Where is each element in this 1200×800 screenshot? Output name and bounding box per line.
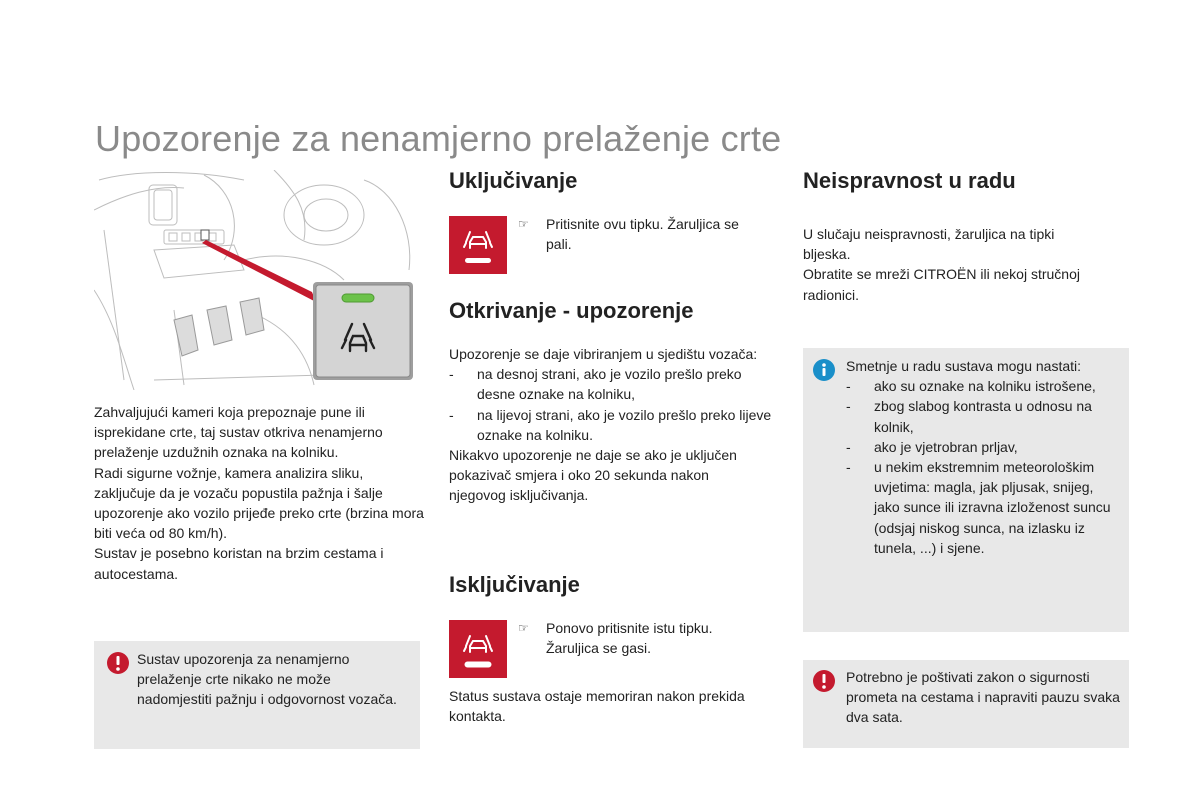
exclamation-icon [813, 670, 835, 692]
warning-text: Sustav upozorenja za nenamjerno prelaženje crte nikako ne može nadomjestiti pažnju i odgovornost vozača. [137, 651, 397, 708]
intro-paragraph: Radi sigurne vožnje, kamera analizira sliku, zaključuje da je vozaču popustila pažnja i šalje upozorenje ako vozilo prijeđe preko crte (brzina mora biti veća od 80 km/h). [94, 464, 424, 542]
detection-intro: Upozorenje se daje vibriranjem u sjedištu vozača: [449, 346, 758, 362]
list-item: - na desnoj strani, ako je vozilo prešlo preko desne oznake na kolniku, [449, 366, 742, 403]
intro-paragraph: Sustav je posebno koristan na brzim cestama i autocestama. [94, 545, 384, 582]
heading-switch-off: Isključivanje [449, 572, 580, 597]
info-icon [813, 359, 835, 381]
info-box [803, 348, 1129, 632]
lane-departure-button-icon [449, 620, 507, 678]
heading-malfunction: Neispravnost u radu [803, 168, 1016, 193]
heading-switch-on: Uključivanje [449, 168, 578, 193]
detection-text [449, 344, 779, 506]
page-title: Upozorenje za nenamjerno prelaženje crte [95, 118, 782, 159]
malfunction-paragraph: Obratite se mreži CITROËN ili nekoj stručnoj radionici. [803, 266, 1080, 303]
warning-text: Potrebno je poštivati zakon o sigurnosti prometa na cestama i napraviti pauzu svaka dva sata. [846, 669, 1120, 726]
list-item: - zbog slabog kontrasta u odnosu na kolnik, [846, 398, 1092, 435]
lane-departure-button-icon [449, 216, 507, 274]
switch-off-instruction: ☞ Ponovo pritisnite istu tipku. Žaruljica se gasi. [518, 620, 713, 657]
intro-paragraph: Zahvaljujući kameri koja prepoznaje pune ili isprekidane crte, taj sustav otkriva nenamjerno prelaženje uzdužnih oznaka na kolniku. [94, 404, 383, 461]
pointing-hand-icon: ☞ [518, 217, 529, 231]
list-item: - ako su oznake na kolniku istrošene, [846, 378, 1096, 395]
exclamation-icon [107, 652, 129, 674]
info-text [846, 356, 1121, 558]
warning-box-left [94, 641, 420, 749]
switch-off-note: Status sustava ostaje memoriran nakon prekida kontakta. [449, 688, 745, 725]
warning-box-right [803, 660, 1129, 748]
list-item: - u nekim ekstremnim meteorološkim uvjetima: magla, jak pljusak, snijeg, jako sunce ili izravna izloženost suncu (odsjaj niskog sunca, na izlasku iz tunela, ...) i sjene. [846, 459, 1111, 556]
malfunction-text [803, 224, 1123, 305]
info-intro: Smetnje u radu sustava mogu nastati: [846, 358, 1082, 374]
malfunction-paragraph: U slučaju neispravnosti, žaruljica na tipki bljeska. [803, 226, 1055, 263]
detection-note: Nikakvo upozorenje ne daje se ako je uključen pokazivač smjera i oko 20 sekunda nakon njegovog isključivanja. [449, 447, 737, 504]
switch-on-instruction: ☞ Pritisnite ovu tipku. Žaruljica se pali. [518, 216, 739, 253]
dashboard-illustration [94, 170, 420, 390]
intro-text [94, 402, 424, 584]
heading-detection: Otkrivanje - upozorenje [449, 298, 694, 323]
list-item: - na lijevoj strani, ako je vozilo prešlo preko lijeve oznake na kolniku. [449, 406, 772, 443]
list-item: - ako je vjetrobran prljav, [846, 438, 1018, 455]
pointing-hand-icon: ☞ [518, 621, 529, 635]
